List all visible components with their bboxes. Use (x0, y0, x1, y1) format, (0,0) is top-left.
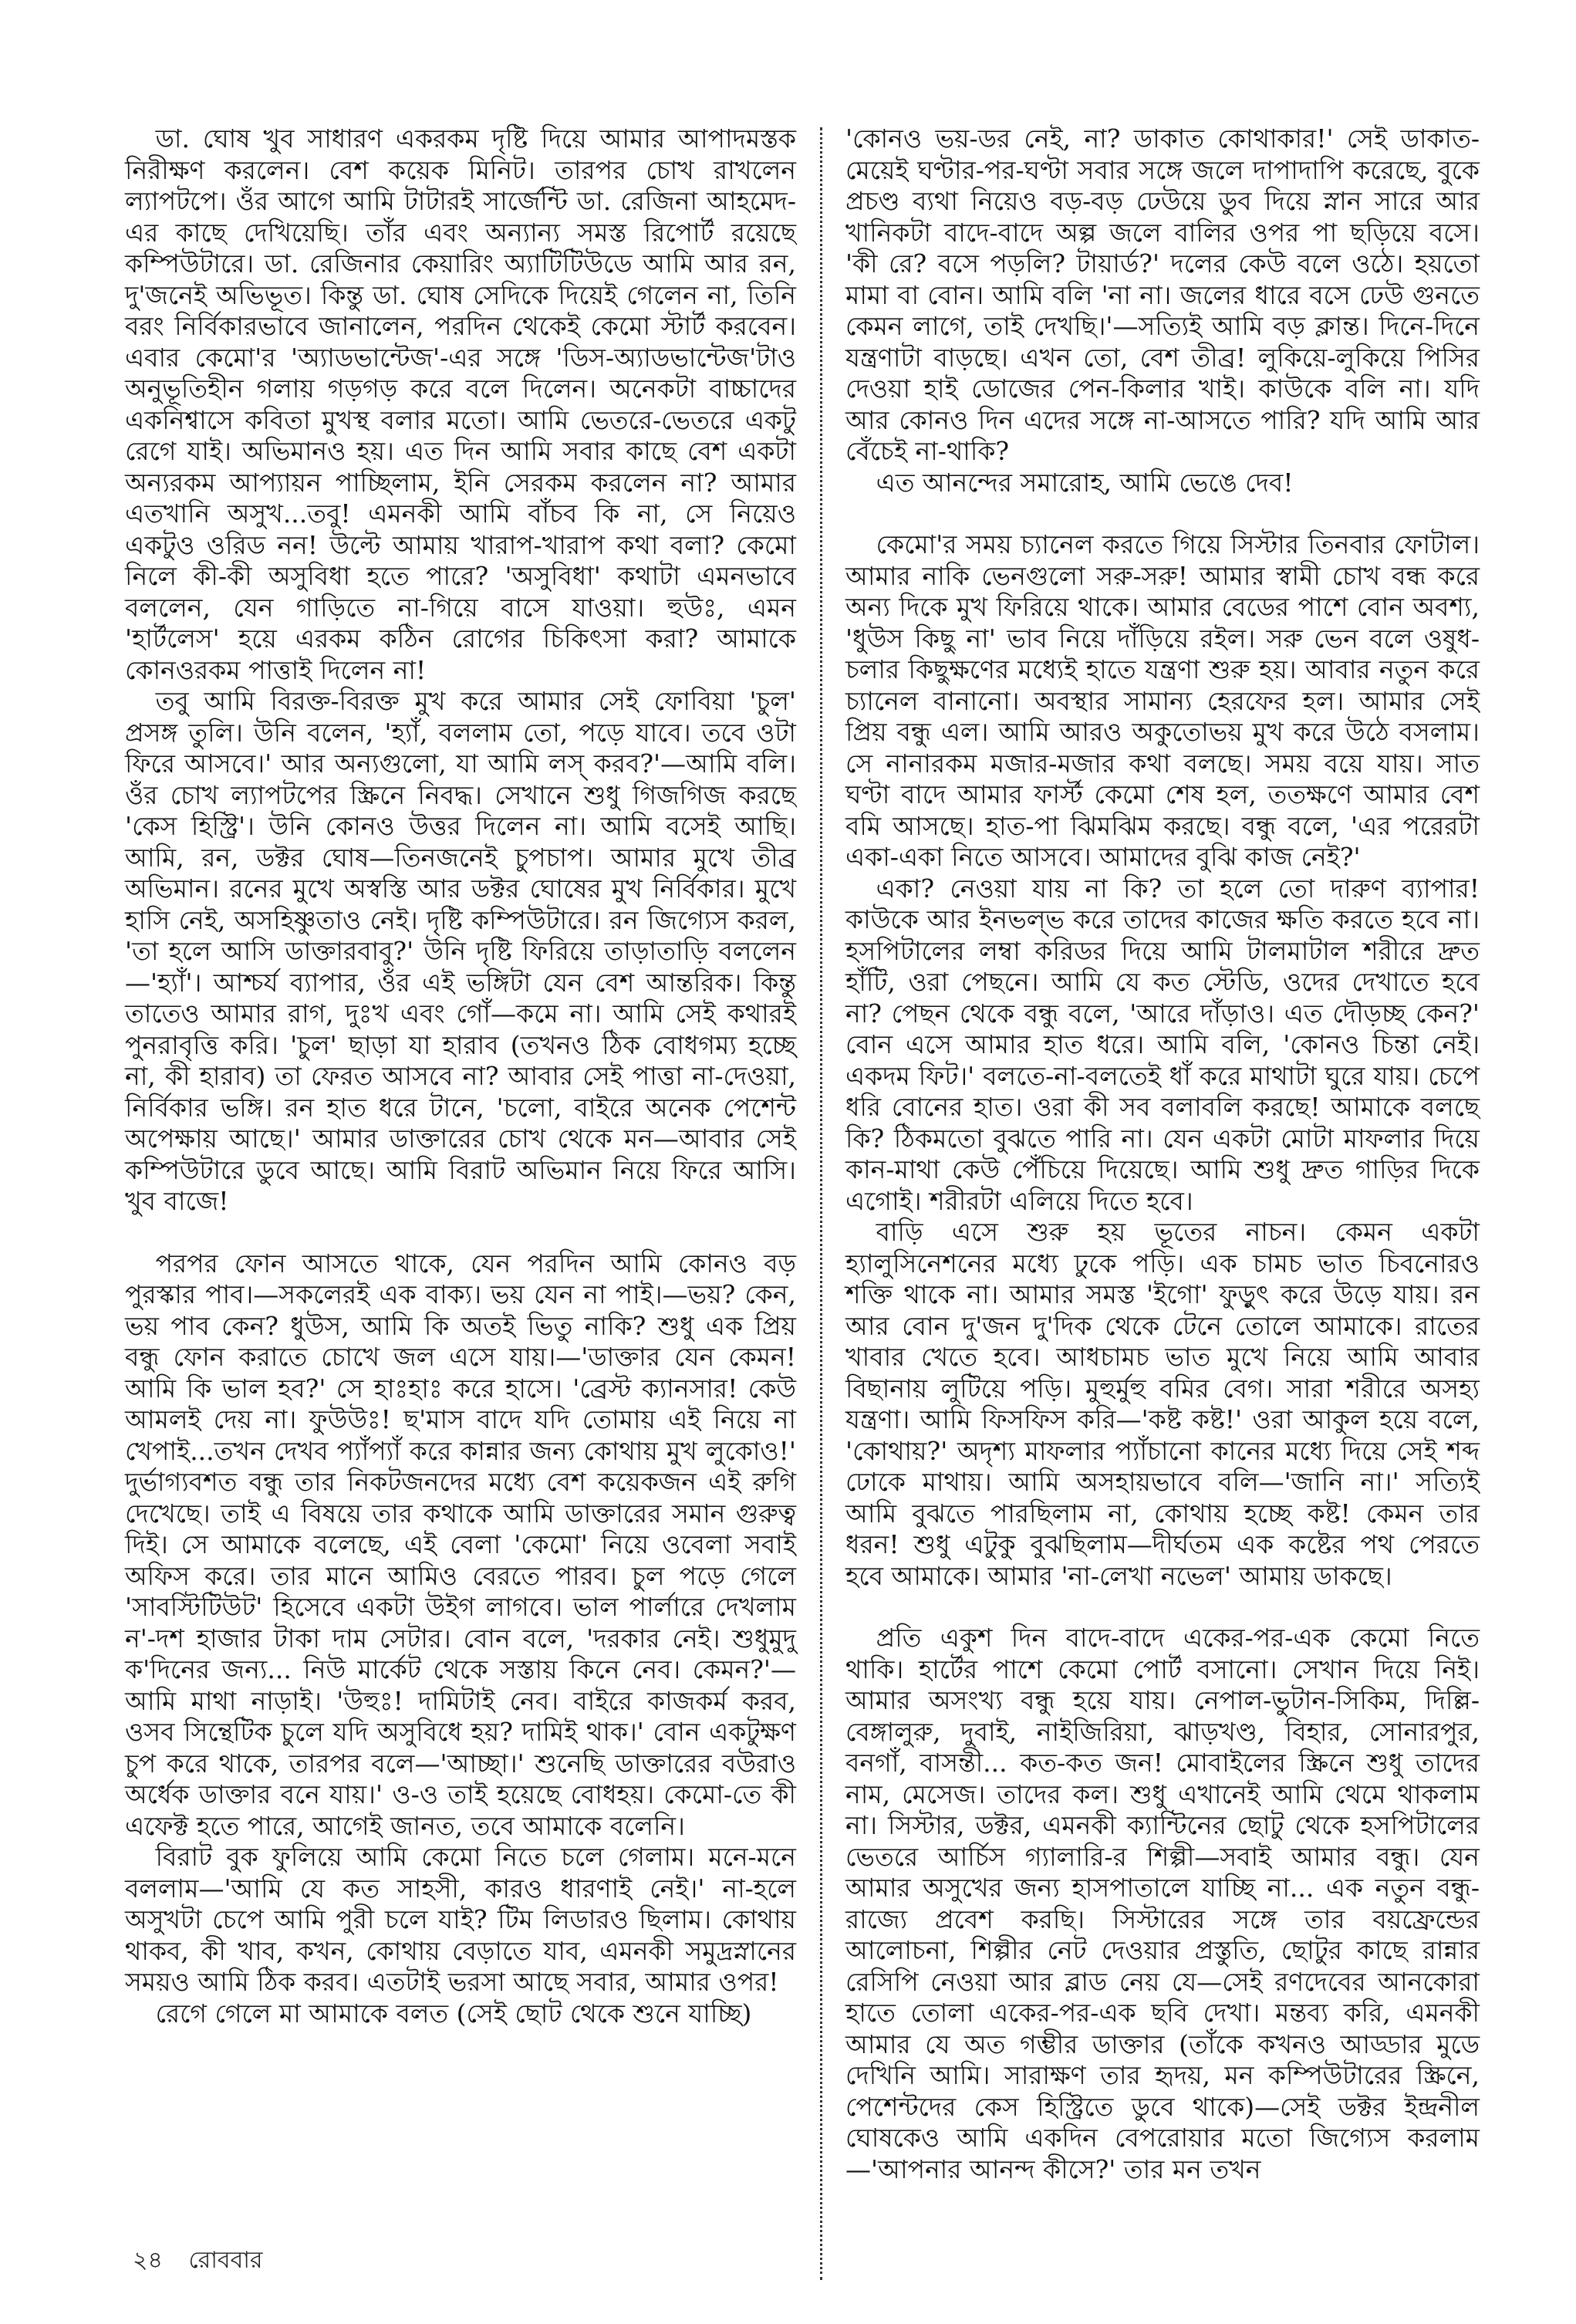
paragraph: তবু আমি বিরক্ত-বিরক্ত মুখ করে আমার সেই ফোবিয়া 'চুল' প্রসঙ্গ তুলি। উনি বলেন, 'হ্যাঁ, বললাম তো, পড়ে যাবে। তবে ওটা ফিরে আসবে।' আর অন্যগুলো, যা আমি লস্ করব?'—আমি বলি। ওঁর চোখ ল্যাপটপের স্ক্রিনে নিবদ্ধ। সেখানে শুধু গিজগিজ করছে 'কেস হিস্ট্রি'। উনি কোনও উত্তর দিলেন না। আমি বসেই আছি। আমি, রন, ডক্টর ঘোষ—তিনজনেই চুপচাপ। আমার মুখে তীব্র অভিমান। রনের মুখে অস্বস্তি আর ডক্টর ঘোষের মুখ নির্বিকার। মুখে হাসি নেই, অসহিষ্ণুতাও নেই। দৃষ্টি কম্পিউটারে। রন জিগ্যেস করল, 'তা হলে আসি ডাক্তারবাবু?' উনি দৃষ্টি ফিরিয়ে তাড়াতাড়ি বললেন—'হ্যাঁ'। আশ্চর্য ব্যাপার, ওঁর এই ভঙ্গিটা যেন বেশ আন্তরিক। কিন্তু তাতেও আমার রাগ, দুঃখ এবং গোঁ—কমে না। আমি সেই কথারই পুনরাবৃত্তি করি। 'চুল' ছাড়া যা হারাব (তখনও ঠিক বোধগম্য হচ্ছে না, কী হারাব) তা ফেরত আসবে না? আবার সেই পাত্তা না-দেওয়া, নির্বিকার ভঙ্গি। রন হাত ধরে টানে, 'চলো, বাইরে অনেক পেশেন্ট অপেক্ষায় আছে।' আমার ডাক্তারের চোখ থেকে মন—আবার সেই কম্পিউটারে ডুবে আছে। আমি বিরাট অভিমান নিয়ে ফিরে আসি। খুব বাজে! (125, 686, 796, 1216)
paragraph: পরপর ফোন আসতে থাকে, যেন পরদিন আমি কোনও বড় পুরস্কার পাব।—সকলেরই এক বাক্য। ভয় যেন না পাই।—ভয়? কেন, ভয় পাব কেন? ধুউস, আমি কি অতই ভিতু নাকি? শুধু এক প্রিয় বন্ধু ফোন করাতে চোখে জল এসে যায়।—'ডাক্তার যেন কেমন! আমি কি ভাল হব?' সে হাঃহাঃ করে হাসে। 'ব্রেস্ট ক্যানসার! কেউ আমলই দেয় না। ফুউউঃ! ছ'মাস বাদে যদি তোমায় এই নিয়ে না খেপাই...তখন দেখব প্যাঁপ্যাঁ করে কান্নার জন্য কোথায় মুখ লুকোও!' দুর্ভাগ্যবশত বন্ধু তার নিকটজনদের মধ্যে বেশ কয়েকজন এই রুগি দেখেছে। তাই এ বিষয়ে তার কথাকে আমি ডাক্তারের সমান গুরুত্ব দিই। সে আমাকে বলেছে, এই বেলা 'কেমো' নিয়ে ওবেলা সবাই অফিস করে। তার মানে আমিও বেরতে পারব। চুল পড়ে গেলে 'সাবস্টিটিউট' হিসেবে একটা উইগ লাগবে। ভাল পার্লারে দেখলাম ন'-দশ হাজার টাকা দাম সেটার। বোন বলে, 'দরকার নেই। শুধুমুদু ক'দিনের জন্য... নিউ মার্কেট থেকে সস্তায় কিনে নেব। কেমন?'—আমি মাথা নাড়াই। 'উহুঃ! দামিটাই নেব। বাইরে কাজকর্ম করব, ওসব সিন্থেটিক চুলে যদি অসুবিধে হয়? দামিই থাক।' বোন একটুক্ষণ চুপ করে থাকে, তারপর বলে—'আচ্ছা।' শুনেছি ডাক্তারের বউরাও অর্ধেক ডাক্তার বনে যায়।' ও-ও তাই হয়েছে বোধহয়। কেমো-তে কী এফেক্ট হতে পারে, আগেই জানত, তবে আমাকে বলেনি। (125, 1248, 796, 1841)
magazine-name: রোববার (188, 2247, 263, 2274)
page-footer (133, 2241, 282, 2281)
page-number: ২৪ (133, 2247, 163, 2274)
paragraph: বাড়ি এসে শুরু হয় ভূতের নাচন। কেমন একটা হ্যালুসিনেশনের মধ্যে ঢুকে পড়ি। এক চামচ ভাত চিবনোরও শক্তি থাকে না। আমার সমস্ত 'ইগো' ফুড়ুৎ করে উড়ে যায়। রন আর বোন দু'জন দু'দিক থেকে টেনে তোলে আমাকে। রাতের খাবার খেতে হবে। আধচামচ ভাত মুখে নিয়ে আমি আবার বিছানায় লুটিয়ে পড়ি। মুহুর্মুহু বমির বেগ। সারা শরীরে অসহ্য যন্ত্রণা। আমি ফিসফিস করি—'কষ্ট কষ্ট!' ওরা আকুল হয়ে বলে, 'কোথায়?' অদৃশ্য মাফলার প্যাঁচানো কানের মধ্যে দিয়ে সেই শব্দ ঢোকে মাথায়। আমি অসহায়ভাবে বলি—'জানি না।' সত্যিই আমি বুঝতে পারছিলাম না, কোথায় হচ্ছে কষ্ট! কেমন তার ধরন! শুধু এটুকু বুঝছিলাম—দীর্ঘতম এক কষ্টের পথ পেরতে হবে আমাকে। আমার 'না-লেখা নভেল' আমায় ডাকছে। (845, 1217, 1480, 1591)
paragraph: এত আনন্দের সমারোহ, আমি ভেঙে দেব! (876, 467, 1294, 498)
right-column (845, 123, 1480, 2185)
left-column (125, 123, 796, 2029)
paragraph: 'কোনও ভয়-ডর নেই, না? ডাকাত কোথাকার!' সেই ডাকাত-মেয়েই ঘণ্টার-পর-ঘণ্টা সবার সঙ্গে জলে দাপাদাপি করেছে, বুকে প্রচণ্ড ব্যথা নিয়েও বড়-বড় ঢেউয়ে ডুব দিয়ে স্নান সারে আর খানিকটা বাদে-বাদে অল্প জলে বালির ওপর পা ছড়িয়ে বসে। 'কী রে? বসে পড়লি? টায়ার্ড?' দলের কেউ বলে ওঠে। হয়তো মামা বা বোন। আমি বলি 'না না। জলের ধারে বসে ঢেউ গুনতে কেমন লাগে, তাই দেখছি।'—সত্যিই আমি বড় ক্লান্ত। দিনে-দিনে যন্ত্রণাটা বাড়ছে। এখন তো, বেশ তীব্র! লুকিয়ে-লুকিয়ে পিসির দেওয়া হাই ডোজের পেন-কিলার খাই। কাউকে বলি না। যদি আর কোনও দিন এদের সঙ্গে না-আসতে পারি? যদি আমি আর বেঁচেই না-থাকি? (845, 123, 1480, 466)
paragraph: ডা. ঘোষ খুব সাধারণ একরকম দৃষ্টি দিয়ে আমার আপাদমস্তক নিরীক্ষণ করলেন। বেশ কয়েক মিনিট। তারপর চোখ রাখলেন ল্যাপটপে। ওঁর আগে আমি টাটারই সার্জেন্টি ডা. রেজিনা আহমেদ-এর কাছে দেখিয়েছি। তাঁর এবং অন্যান্য সমস্ত রিপোর্ট রয়েছে কম্পিউটারে। ডা. রেজিনার কেয়ারিং অ্যাটিটিউডে আমি আর রন, দু'জনেই অভিভূত। কিন্তু ডা. ঘোষ সেদিকে দিয়েই গেলেন না, তিনি বরং নির্বিকারভাবে জানালেন, পরদিন থেকেই কেমো স্টার্ট করবেন। এবার কেমো'র 'অ্যাডভান্টেজ'-এর সঙ্গে 'ডিস-অ্যাডভান্টেজ'টাও অনুভূতিহীন গলায় গড়গড় করে বলে দিলেন। অনেকটা বাচ্চাদের একনিশ্বাসে কবিতা মুখস্থ বলার মতো। আমি ভেতরে-ভেতরে একটু রেগে যাই। অভিমানও হয়। এত দিন আমি সবার কাছে বেশ একটা অন্যরকম আপ্যায়ন পাচ্ছিলাম, ইনি সেরকম করলেন না? আমার এতখানি অসুখ...তবু! এমনকী আমি বাঁচব কি না, সে নিয়েও একটুও ওরিড নন! উল্টে আমায় খারাপ-খারাপ কথা বলা? কেমো নিলে কী-কী অসুবিধা হতে পারে? 'অসুবিধা' কথাটা এমনভাবে বললেন, যেন গাড়িতে না-গিয়ে বাসে যাওয়া। হুউঃ, এমন 'হার্টলেস' হয়ে এরকম কঠিন রোগের চিকিৎসা করা? আমাকে কোনওরকম পাত্তাই দিলেন না! (125, 123, 796, 685)
paragraph: প্রতি একুশ দিন বাদে-বাদে একের-পর-এক কেমো নিতে থাকি। হার্টের পাশে কেমো পোর্ট বসানো। সেখান দিয়ে নিই। আমার অসংখ্য বন্ধু হয়ে যায়। নেপাল-ভুটান-সিকিম, দিল্লি-বেঙ্গালুরু, দুবাই, নাইজিরিয়া, ঝাড়খণ্ড, বিহার, সোনারপুর, বনগাঁ, বাসন্তী... কত-কত জন! মোবাইলের স্ক্রিনে শুধু তাদের নাম, মেসেজ। তাদের কল। শুধু এখানেই আমি থেমে থাকলাম না। সিস্টার, ডক্টর, এমনকী ক্যান্টিনের ছোটু থেকে হসপিটালের ভেতরে আর্চিস গ্যালারি-র শিল্পী—সবাই আমার বন্ধু। যেন আমার অসুখের জন্য হাসপাতালে যাচ্ছি না... এক নতুন বন্ধু-রাজ্যে প্রবেশ করছি। সিস্টারের সঙ্গে তার বয়ফ্রেন্ডের আলোচনা, শিল্পীর নেট দেওয়ার প্রস্তুতি, ছোটুর কাছে রান্নার রেসিপি নেওয়া আর ব্লাড নেয় যে—সেই রণদেবের আনকোরা হাতে তোলা একের-পর-এক ছবি দেখা। মন্তব্য করি, এমনকী আমার যে অত গম্ভীর ডাক্তার (তাঁকে কখনও আড্ডার মুডে দেখিনি আমি। সারাক্ষণ তার হৃদয়, মন কম্পিউটারের স্ক্রিনে, পেশেন্টদের কেস হিস্ট্রিতে ডুবে থাকে)—সেই ডক্টর ইন্দ্রনীল ঘোষকেও আমি একদিন বেপরোয়ার মতো জিগ্যেস করলাম—'আপনার আনন্দ কীসে?' তার মন তখন (845, 1623, 1480, 2184)
column-divider (820, 127, 822, 2280)
paragraph: একা? নেওয়া যায় না কি? তা হলে তো দারুণ ব্যাপার! কাউকে আর ইনভল্ভ করে তাদের কাজের ক্ষতি করতে হবে না। হসপিটালের লম্বা করিডর দিয়ে আমি টালমাটাল শরীরে দ্রুত হাঁটি, ওরা পেছনে। আমি যে কত স্টেডি, ওদের দেখাতে হবে না? পেছন থেকে বন্ধু বলে, 'আরে দাঁড়াও। এত দৌড়চ্ছ কেন?' বোন এসে আমার হাত ধরে। আমি বলি, 'কোনও চিন্তা নেই। একদম ফিট।' বলতে-না-বলতেই ধাঁ করে মাথাটা ঘুরে যায়। চেপে ধরি বোনের হাত। ওরা কী সব বলাবলি করছে! আমাকে বলছে কি? ঠিকমতো বুঝতে পারি না। যেন একটা মোটা মাফলার দিয়ে কান-মাথা কেউ পেঁচিয়ে দিয়েছে। আমি শুধু দ্রুত গাড়ির দিকে এগোই। শরীরটা এলিয়ে দিতে হবে। (845, 873, 1480, 1216)
paragraph: বিরাট বুক ফুলিয়ে আমি কেমো নিতে চলে গেলাম। মনে-মনে বললাম—'আমি যে কত সাহসী, কারও ধারণাই নেই।' না-হলে অসুখটা চেপে আমি পুরী চলে যাই? টিম লিডারও ছিলাম। কোথায় থাকব, কী খাব, কখন, কোথায় বেড়াতে যাব, এমনকী সমুদ্রস্নানের সময়ও আমি ঠিক করব। এতটাই ভরসা আছে সবার, আমার ওপর! (125, 1842, 796, 1997)
paragraph: রেগে গেলে মা আমাকে বলত (সেই ছোট থেকে শুনে যাচ্ছি) (155, 1998, 752, 2028)
paragraph: কেমো'র সময় চ্যানেল করতে গিয়ে সিস্টার তিনবার ফোটাল। আমার নাকি ভেনগুলো সরু-সরু! আমার স্বামী চোখ বন্ধ করে অন্য দিকে মুখ ফিরিয়ে থাকে। আমার বেডের পাশে বোন অবশ্য, 'ধুউস কিছু না' ভাব নিয়ে দাঁড়িয়ে রইল। সরু ভেন বলে ওষুধ-চলার কিছুক্ষণের মধ্যেই হাতে যন্ত্রণা শুরু হয়। আবার নতুন করে চ্যানেল বানানো। অবস্থার সামান্য হেরফের হল। আমার সেই প্রিয় বন্ধু এল। আমি আরও অকুতোভয় মুখ করে উঠে বসলাম। সে নানারকম মজার-মজার কথা বলছে। সময় বয়ে যায়। সাত ঘণ্টা বাদে আমার ফার্স্ট কেমো শেষ হল, ততক্ষণে আমার বেশ বমি আসছে। হাত-পা ঝিমঝিম করছে। বন্ধু বলে, 'এর পরেরটা একা-একা নিতে আসবে। আমাদের বুঝি কাজ নেই?' (845, 529, 1480, 872)
